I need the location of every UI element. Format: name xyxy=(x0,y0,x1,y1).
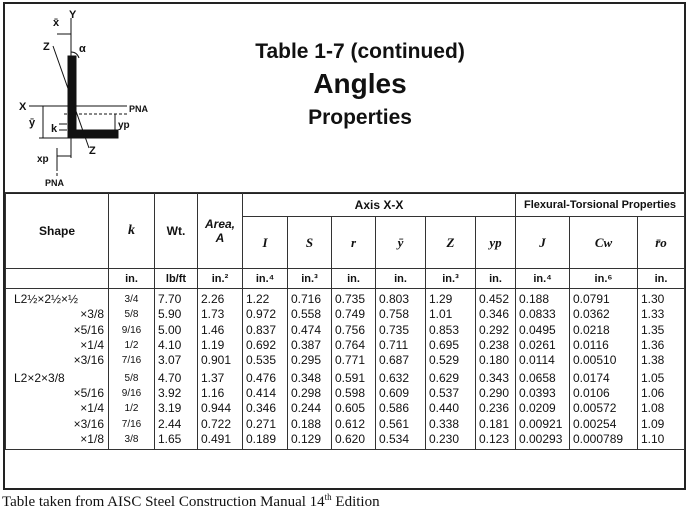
cell-ybar: 0.586 xyxy=(376,401,426,416)
cell-S: 0.188 xyxy=(288,416,332,431)
cell-S: 0.387 xyxy=(288,338,332,353)
unit-area: in.² xyxy=(198,269,243,289)
table-row xyxy=(6,338,685,353)
caption xyxy=(2,492,380,511)
cell-J: 0.0209 xyxy=(516,401,570,416)
cell-I: 0.414 xyxy=(243,386,288,401)
yp-label: yp xyxy=(118,120,130,131)
cell-r: 0.620 xyxy=(332,432,376,450)
cell-J: 0.0495 xyxy=(516,322,570,337)
cell-yp: 0.452 xyxy=(476,289,516,308)
cell-area: 0.944 xyxy=(198,401,243,416)
angle-section-diagram xyxy=(9,8,179,190)
caption-superscript: th xyxy=(324,492,332,502)
cell-wt: 5.00 xyxy=(155,322,198,337)
unit-r: in. xyxy=(332,269,376,289)
cell-wt: 7.70 xyxy=(155,289,198,308)
cell-J: 0.188 xyxy=(516,289,570,308)
cell-S: 0.558 xyxy=(288,307,332,322)
cell-k: 1/2 xyxy=(109,401,155,416)
cell-I: 0.346 xyxy=(243,401,288,416)
cell-S: 0.129 xyxy=(288,432,332,450)
cell-ro: 1.10 xyxy=(638,432,685,450)
cell-Cw: 0.0218 xyxy=(570,322,638,337)
group-header-flexural: Flexural-Torsional Properties xyxy=(516,193,685,217)
unit-J: in.⁴ xyxy=(516,269,570,289)
pna-right-label: PNA xyxy=(129,104,149,114)
table-row xyxy=(6,401,685,416)
unit-shape xyxy=(6,269,109,289)
cell-S: 0.348 xyxy=(288,369,332,386)
unit-S: in.³ xyxy=(288,269,332,289)
cell-yp: 0.343 xyxy=(476,369,516,386)
cell-area: 1.73 xyxy=(198,307,243,322)
cell-Cw: 0.0116 xyxy=(570,338,638,353)
cell-S: 0.295 xyxy=(288,353,332,368)
cell-r: 0.591 xyxy=(332,369,376,386)
cell-area: 0.491 xyxy=(198,432,243,450)
cell-J: 0.0658 xyxy=(516,369,570,386)
angle-vertical-leg xyxy=(68,56,76,138)
caption-suffix: Edition xyxy=(331,494,380,510)
cell-ybar: 0.687 xyxy=(376,353,426,368)
cell-area: 0.722 xyxy=(198,416,243,431)
cell-ybar: 0.609 xyxy=(376,386,426,401)
title-block xyxy=(175,38,545,134)
cell-shape: ×1/4 xyxy=(6,338,109,353)
xp-label: xp xyxy=(37,154,49,165)
table-title: Angles xyxy=(313,68,407,99)
cell-S: 0.298 xyxy=(288,386,332,401)
cell-J: 0.0261 xyxy=(516,338,570,353)
unit-wt: lb/ft xyxy=(155,269,198,289)
cell-shape: ×3/16 xyxy=(6,353,109,368)
col-header-ro: r̄o xyxy=(638,217,685,269)
col-header-shape: Shape xyxy=(6,193,109,269)
cell-I: 0.476 xyxy=(243,369,288,386)
cell-r: 0.605 xyxy=(332,401,376,416)
cell-area: 1.19 xyxy=(198,338,243,353)
cell-Cw: 0.0106 xyxy=(570,386,638,401)
cell-area: 0.901 xyxy=(198,353,243,368)
cell-wt: 3.19 xyxy=(155,401,198,416)
cell-Z: 0.529 xyxy=(426,353,476,368)
cell-ybar: 0.711 xyxy=(376,338,426,353)
unit-k: in. xyxy=(109,269,155,289)
cell-ro: 1.05 xyxy=(638,369,685,386)
cell-Z: 1.01 xyxy=(426,307,476,322)
cell-r: 0.756 xyxy=(332,322,376,337)
table-row xyxy=(6,432,685,450)
cell-wt: 4.10 xyxy=(155,338,198,353)
cell-Z: 0.338 xyxy=(426,416,476,431)
unit-ro: in. xyxy=(638,269,685,289)
cell-k: 5/8 xyxy=(109,307,155,322)
cell-I: 0.271 xyxy=(243,416,288,431)
cell-I: 0.972 xyxy=(243,307,288,322)
col-header-I: I xyxy=(243,217,288,269)
cell-k: 9/16 xyxy=(109,386,155,401)
cell-yp: 0.236 xyxy=(476,401,516,416)
cell-k: 3/8 xyxy=(109,432,155,450)
cell-k: 9/16 xyxy=(109,322,155,337)
caption-text: Table taken from AISC Steel Construction Manual 14 xyxy=(2,494,325,510)
table-row xyxy=(6,307,685,322)
cell-Cw: 0.00254 xyxy=(570,416,638,431)
table-subtitle: Properties xyxy=(308,106,412,129)
cell-shape: ×1/8 xyxy=(6,432,109,450)
cell-shape: L2×2×3/8 xyxy=(6,369,109,386)
table-body xyxy=(6,289,685,450)
x-label: X xyxy=(19,101,27,113)
cell-shape: ×5/16 xyxy=(6,386,109,401)
cell-Z: 1.29 xyxy=(426,289,476,308)
cell-Z: 0.695 xyxy=(426,338,476,353)
cell-J: 0.0833 xyxy=(516,307,570,322)
angle-horizontal-leg xyxy=(68,130,118,138)
col-header-J: J xyxy=(516,217,570,269)
alpha-label: α xyxy=(79,43,86,55)
cell-r: 0.749 xyxy=(332,307,376,322)
cell-ro: 1.33 xyxy=(638,307,685,322)
cell-Cw: 0.0174 xyxy=(570,369,638,386)
cell-yp: 0.180 xyxy=(476,353,516,368)
group-header-axis: Axis X-X xyxy=(243,193,516,217)
cell-area: 1.46 xyxy=(198,322,243,337)
cell-S: 0.474 xyxy=(288,322,332,337)
cell-shape: L2½×2½×½ xyxy=(6,289,109,308)
ybar-label: ȳ xyxy=(29,117,36,129)
cell-Z: 0.440 xyxy=(426,401,476,416)
cell-ro: 1.06 xyxy=(638,386,685,401)
cell-k: 7/16 xyxy=(109,353,155,368)
cell-ybar: 0.561 xyxy=(376,416,426,431)
cell-I: 0.189 xyxy=(243,432,288,450)
cell-Z: 0.853 xyxy=(426,322,476,337)
cell-ro: 1.36 xyxy=(638,338,685,353)
table-row xyxy=(6,416,685,431)
cell-ro: 1.35 xyxy=(638,322,685,337)
cell-ybar: 0.534 xyxy=(376,432,426,450)
cell-yp: 0.290 xyxy=(476,386,516,401)
col-header-k: k xyxy=(109,193,155,269)
cell-I: 1.22 xyxy=(243,289,288,308)
col-header-ybar: ȳ xyxy=(376,217,426,269)
pna-bottom-label: PNA xyxy=(45,178,65,188)
cell-Z: 0.230 xyxy=(426,432,476,450)
table-row xyxy=(6,386,685,401)
cell-k: 1/2 xyxy=(109,338,155,353)
cell-yp: 0.346 xyxy=(476,307,516,322)
cell-yp: 0.292 xyxy=(476,322,516,337)
cell-ro: 1.08 xyxy=(638,401,685,416)
z-bottom-label: Z xyxy=(89,145,96,157)
col-header-Cw: Cw xyxy=(570,217,638,269)
cell-ro: 1.30 xyxy=(638,289,685,308)
cell-Z: 0.629 xyxy=(426,369,476,386)
cell-r: 0.764 xyxy=(332,338,376,353)
z-top-label: Z xyxy=(43,41,50,53)
cell-ro: 1.09 xyxy=(638,416,685,431)
cell-shape: ×3/8 xyxy=(6,307,109,322)
table-header xyxy=(5,4,684,194)
cell-area: 2.26 xyxy=(198,289,243,308)
xbar-label: x̄ xyxy=(53,17,60,29)
cell-r: 0.735 xyxy=(332,289,376,308)
cell-k: 3/4 xyxy=(109,289,155,308)
cell-shape: ×1/4 xyxy=(6,401,109,416)
unit-yp: in. xyxy=(476,269,516,289)
cell-area: 1.37 xyxy=(198,369,243,386)
cell-k: 7/16 xyxy=(109,416,155,431)
cell-wt: 3.92 xyxy=(155,386,198,401)
y-label: Y xyxy=(69,9,77,21)
properties-table xyxy=(5,192,685,450)
col-header-area: Area, A xyxy=(198,193,243,269)
cell-Cw: 0.00510 xyxy=(570,353,638,368)
unit-ybar: in. xyxy=(376,269,426,289)
col-header-S: S xyxy=(288,217,332,269)
table-row xyxy=(6,289,685,308)
unit-Z: in.³ xyxy=(426,269,476,289)
col-header-r: r xyxy=(332,217,376,269)
cell-ybar: 0.632 xyxy=(376,369,426,386)
k-label: k xyxy=(51,123,58,135)
unit-Cw: in.⁶ xyxy=(570,269,638,289)
cell-wt: 5.90 xyxy=(155,307,198,322)
unit-I: in.⁴ xyxy=(243,269,288,289)
cell-J: 0.0114 xyxy=(516,353,570,368)
cell-ybar: 0.758 xyxy=(376,307,426,322)
cell-area: 1.16 xyxy=(198,386,243,401)
table-frame xyxy=(3,2,686,490)
col-header-yp: yp xyxy=(476,217,516,269)
cell-Cw: 0.000789 xyxy=(570,432,638,450)
cell-wt: 1.65 xyxy=(155,432,198,450)
cell-I: 0.837 xyxy=(243,322,288,337)
cell-J: 0.00921 xyxy=(516,416,570,431)
cell-wt: 3.07 xyxy=(155,353,198,368)
cell-Z: 0.537 xyxy=(426,386,476,401)
cell-J: 0.0393 xyxy=(516,386,570,401)
cell-I: 0.692 xyxy=(243,338,288,353)
col-header-Z: Z xyxy=(426,217,476,269)
cell-I: 0.535 xyxy=(243,353,288,368)
table-number: Table 1-7 (continued) xyxy=(255,40,465,63)
cell-Cw: 0.0362 xyxy=(570,307,638,322)
cell-ro: 1.38 xyxy=(638,353,685,368)
table-row xyxy=(6,369,685,386)
cell-r: 0.612 xyxy=(332,416,376,431)
cell-ybar: 0.735 xyxy=(376,322,426,337)
cell-S: 0.716 xyxy=(288,289,332,308)
cell-wt: 2.44 xyxy=(155,416,198,431)
table-row xyxy=(6,353,685,368)
cell-Cw: 0.00572 xyxy=(570,401,638,416)
cell-r: 0.598 xyxy=(332,386,376,401)
cell-wt: 4.70 xyxy=(155,369,198,386)
cell-shape: ×5/16 xyxy=(6,322,109,337)
cell-k: 5/8 xyxy=(109,369,155,386)
cell-yp: 0.181 xyxy=(476,416,516,431)
cell-yp: 0.238 xyxy=(476,338,516,353)
cell-yp: 0.123 xyxy=(476,432,516,450)
cell-S: 0.244 xyxy=(288,401,332,416)
cell-r: 0.771 xyxy=(332,353,376,368)
cell-ybar: 0.803 xyxy=(376,289,426,308)
cell-shape: ×3/16 xyxy=(6,416,109,431)
table-row xyxy=(6,322,685,337)
cell-J: 0.00293 xyxy=(516,432,570,450)
col-header-wt: Wt. xyxy=(155,193,198,269)
cell-Cw: 0.0791 xyxy=(570,289,638,308)
